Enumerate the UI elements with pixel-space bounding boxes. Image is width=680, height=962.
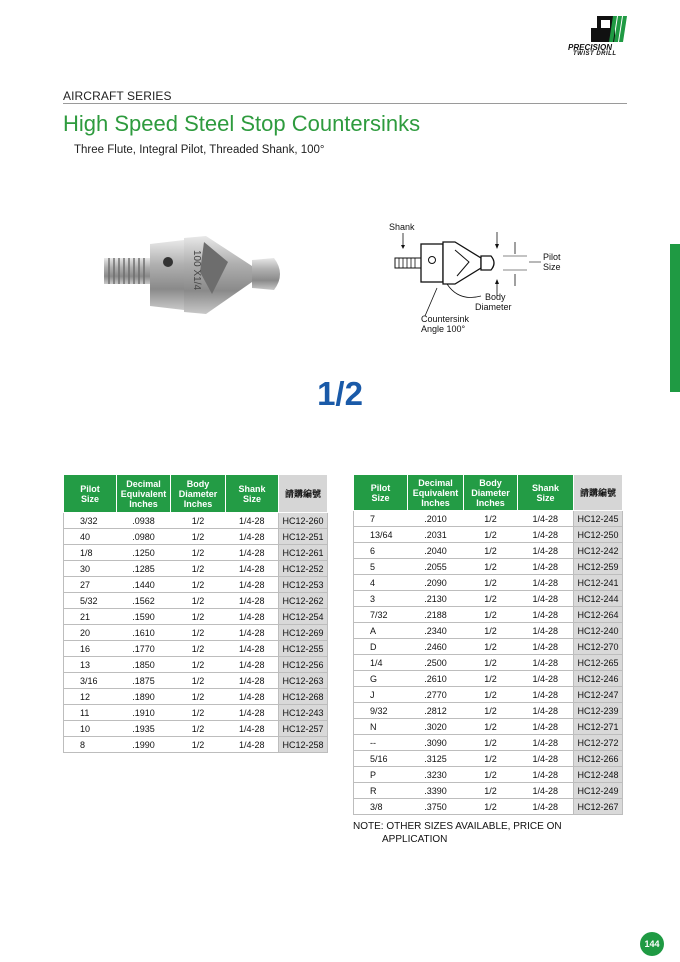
cell-decimal: .2610 [408, 671, 464, 687]
cell-part: HC12-268 [279, 689, 328, 705]
cell-shank: 1/4-28 [226, 705, 279, 721]
cell-body: 1/2 [464, 751, 518, 767]
diagram-countersink-label: Countersink [421, 314, 470, 324]
cell-decimal: .2055 [408, 559, 464, 575]
cell-shank: 1/4-28 [518, 655, 574, 671]
cell-shank: 1/4-28 [518, 591, 574, 607]
cell-decimal: .3230 [408, 767, 464, 783]
cell-decimal: .0980 [117, 529, 171, 545]
cell-shank: 1/4-28 [226, 545, 279, 561]
cell-shank: 1/4-28 [518, 767, 574, 783]
cell-body: 1/2 [171, 609, 226, 625]
cell-shank: 1/4-28 [226, 577, 279, 593]
cell-decimal: .0938 [117, 513, 171, 529]
cell-pilot: G [354, 671, 408, 687]
cell-decimal: .2090 [408, 575, 464, 591]
header-divider [63, 103, 627, 104]
col-body-diameter: Body Diameter Inches [171, 475, 226, 513]
cell-shank: 1/4-28 [226, 593, 279, 609]
cell-pilot: 8 [64, 737, 117, 753]
diagram-body-label: Body [485, 292, 506, 302]
cell-decimal: .1990 [117, 737, 171, 753]
cell-pilot: 3 [354, 591, 408, 607]
cell-body: 1/2 [171, 513, 226, 529]
cell-shank: 1/4-28 [226, 641, 279, 657]
cell-decimal: .2040 [408, 543, 464, 559]
table-row [64, 529, 328, 545]
cell-pilot: 13/64 [354, 527, 408, 543]
cell-decimal: .1562 [117, 593, 171, 609]
cell-shank: 1/4-28 [518, 559, 574, 575]
cell-body: 1/2 [464, 575, 518, 591]
cell-pilot: 5/32 [64, 593, 117, 609]
cell-decimal: .1935 [117, 721, 171, 737]
cell-part: HC12-261 [279, 545, 328, 561]
cell-shank: 1/4-28 [226, 609, 279, 625]
cell-pilot: 21 [64, 609, 117, 625]
cell-shank: 1/4-28 [518, 687, 574, 703]
cell-part: HC12-242 [574, 543, 623, 559]
table-row [354, 575, 623, 591]
cell-decimal: .1440 [117, 577, 171, 593]
cell-pilot: 6 [354, 543, 408, 559]
col-decimal-equivalent: Decimal Equivalent Inches [117, 475, 171, 513]
cell-shank: 1/4-28 [518, 575, 574, 591]
table-row [354, 719, 623, 735]
countersink-dimension-diagram [385, 220, 575, 340]
logo-wordmark: PRECISION [568, 43, 613, 52]
table-row [64, 673, 328, 689]
cell-decimal: .1875 [117, 673, 171, 689]
col-shank-size: Shank Size [518, 475, 574, 511]
cell-pilot: R [354, 783, 408, 799]
cell-body: 1/2 [464, 767, 518, 783]
cell-shank: 1/4-28 [226, 561, 279, 577]
table-row [64, 737, 328, 753]
cell-pilot: 4 [354, 575, 408, 591]
cell-part: HC12-263 [279, 673, 328, 689]
cell-body: 1/2 [464, 527, 518, 543]
cell-part: HC12-250 [574, 527, 623, 543]
cell-body: 1/2 [464, 559, 518, 575]
cell-part: HC12-264 [574, 607, 623, 623]
cell-shank: 1/4-28 [518, 543, 574, 559]
cell-decimal: .3090 [408, 735, 464, 751]
cell-part: HC12-240 [574, 623, 623, 639]
table-row [64, 705, 328, 721]
cell-decimal: .2460 [408, 639, 464, 655]
table-row [354, 639, 623, 655]
cell-part: HC12-266 [574, 751, 623, 767]
cell-part: HC12-254 [279, 609, 328, 625]
cell-pilot: 16 [64, 641, 117, 657]
cell-pilot: 5/16 [354, 751, 408, 767]
table-row [64, 545, 328, 561]
cell-body: 1/2 [464, 703, 518, 719]
cell-part: HC12-246 [574, 671, 623, 687]
table-row [354, 799, 623, 815]
table-row [354, 687, 623, 703]
cell-part: HC12-241 [574, 575, 623, 591]
series-label: AIRCRAFT SERIES [63, 89, 172, 103]
cell-part: HC12-258 [279, 737, 328, 753]
cell-decimal: .3390 [408, 783, 464, 799]
cell-shank: 1/4-28 [518, 719, 574, 735]
cell-decimal: .2500 [408, 655, 464, 671]
cell-decimal: .2188 [408, 607, 464, 623]
cell-shank: 1/4-28 [518, 527, 574, 543]
countersink-product-photo [102, 232, 287, 317]
cell-pilot: 40 [64, 529, 117, 545]
cell-pilot: A [354, 623, 408, 639]
cell-body: 1/2 [171, 657, 226, 673]
cell-part: HC12-260 [279, 513, 328, 529]
cell-shank: 1/4-28 [518, 639, 574, 655]
cell-body: 1/2 [464, 511, 518, 527]
col-pilot-size: Pilot Size [64, 475, 117, 513]
cell-body: 1/2 [464, 671, 518, 687]
cell-pilot: 5 [354, 559, 408, 575]
cell-shank: 1/4-28 [226, 529, 279, 545]
cell-pilot: 1/8 [64, 545, 117, 561]
page-subtitle: Three Flute, Integral Pilot, Threaded Shank, 100° [74, 144, 325, 156]
cell-decimal: .3125 [408, 751, 464, 767]
cell-pilot: 13 [64, 657, 117, 673]
diagram-diameter-label: Diameter [475, 302, 512, 312]
cell-decimal: .2770 [408, 687, 464, 703]
diagram-shank-label: Shank [389, 222, 415, 232]
col-body-diameter: Body Diameter Inches [464, 475, 518, 511]
table-row [64, 593, 328, 609]
cell-pilot: J [354, 687, 408, 703]
cell-decimal: .2010 [408, 511, 464, 527]
left-table-body [64, 513, 328, 753]
right-table-body [354, 511, 623, 815]
cell-pilot: 3/16 [64, 673, 117, 689]
table-row [64, 641, 328, 657]
countersink-table-right [353, 474, 623, 815]
cell-pilot: 20 [64, 625, 117, 641]
cell-body: 1/2 [171, 641, 226, 657]
cell-body: 1/2 [464, 607, 518, 623]
cell-part: HC12-239 [574, 703, 623, 719]
body-size-heading: 1/2 [317, 375, 363, 412]
cell-part: HC12-253 [279, 577, 328, 593]
cell-body: 1/2 [171, 737, 226, 753]
col-decimal-equivalent: Decimal Equivalent Inches [408, 475, 464, 511]
cell-pilot: 3/8 [354, 799, 408, 815]
cell-part: HC12-245 [574, 511, 623, 527]
col-part-number: 請購編號 [574, 475, 623, 511]
cell-shank: 1/4-28 [226, 673, 279, 689]
cell-shank: 1/4-28 [518, 751, 574, 767]
cell-decimal: .1910 [117, 705, 171, 721]
col-part-number: 請購編號 [279, 475, 328, 513]
cell-part: HC12-255 [279, 641, 328, 657]
cell-pilot: 12 [64, 689, 117, 705]
cell-body: 1/2 [464, 687, 518, 703]
table-row [354, 767, 623, 783]
table-row [354, 783, 623, 799]
cell-part: HC12-257 [279, 721, 328, 737]
cell-shank: 1/4-28 [518, 511, 574, 527]
cell-pilot: D [354, 639, 408, 655]
cell-decimal: .1890 [117, 689, 171, 705]
availability-note-cont: APPLICATION [382, 834, 448, 845]
table-row [64, 657, 328, 673]
section-side-tab [670, 244, 680, 392]
cell-part: HC12-248 [574, 767, 623, 783]
diagram-size-label: Size [543, 262, 561, 272]
cell-body: 1/2 [464, 623, 518, 639]
cell-pilot: 27 [64, 577, 117, 593]
cell-body: 1/2 [171, 545, 226, 561]
cell-pilot: 7 [354, 511, 408, 527]
table-row [354, 511, 623, 527]
table-row [64, 513, 328, 529]
cell-shank: 1/4-28 [518, 735, 574, 751]
cell-pilot: 7/32 [354, 607, 408, 623]
cell-body: 1/2 [171, 625, 226, 641]
cell-decimal: .1850 [117, 657, 171, 673]
table-row [64, 721, 328, 737]
cell-body: 1/2 [464, 735, 518, 751]
cell-pilot: 10 [64, 721, 117, 737]
cell-body: 1/2 [464, 543, 518, 559]
cell-pilot: 11 [64, 705, 117, 721]
cell-part: HC12-262 [279, 593, 328, 609]
cell-part: HC12-244 [574, 591, 623, 607]
cell-decimal: .3020 [408, 719, 464, 735]
cell-decimal: .3750 [408, 799, 464, 815]
cell-decimal: .1590 [117, 609, 171, 625]
cell-part: HC12-252 [279, 561, 328, 577]
cell-shank: 1/4-28 [226, 513, 279, 529]
page-title: High Speed Steel Stop Countersinks [63, 111, 421, 136]
cell-body: 1/2 [171, 705, 226, 721]
cell-shank: 1/4-28 [226, 657, 279, 673]
table-row [354, 735, 623, 751]
cell-shank: 1/4-28 [518, 703, 574, 719]
cell-pilot: N [354, 719, 408, 735]
cell-part: HC12-247 [574, 687, 623, 703]
cell-part: HC12-270 [574, 639, 623, 655]
cell-body: 1/2 [171, 673, 226, 689]
cell-part: HC12-243 [279, 705, 328, 721]
page-number-badge: 144 [640, 932, 664, 956]
cell-pilot: 9/32 [354, 703, 408, 719]
table-row [354, 623, 623, 639]
cell-part: HC12-267 [574, 799, 623, 815]
cell-part: HC12-265 [574, 655, 623, 671]
cell-part: HC12-272 [574, 735, 623, 751]
table-row [354, 591, 623, 607]
diagram-angle-label: Angle 100° [421, 324, 466, 334]
table-row [354, 543, 623, 559]
countersink-table-left [63, 474, 328, 753]
cell-decimal: .2031 [408, 527, 464, 543]
table-row [354, 655, 623, 671]
cell-part: HC12-259 [574, 559, 623, 575]
cell-body: 1/2 [464, 655, 518, 671]
cell-shank: 1/4-28 [226, 625, 279, 641]
cell-decimal: .2340 [408, 623, 464, 639]
cell-shank: 1/4-28 [226, 689, 279, 705]
table-row [64, 561, 328, 577]
cell-decimal: .1610 [117, 625, 171, 641]
table-row [64, 625, 328, 641]
cell-part: HC12-251 [279, 529, 328, 545]
cell-part: HC12-271 [574, 719, 623, 735]
cell-body: 1/2 [171, 561, 226, 577]
cell-shank: 1/4-28 [518, 623, 574, 639]
table-row [354, 527, 623, 543]
cell-body: 1/2 [464, 783, 518, 799]
cell-shank: 1/4-28 [518, 607, 574, 623]
cell-body: 1/2 [464, 591, 518, 607]
cell-shank: 1/4-28 [226, 737, 279, 753]
cell-shank: 1/4-28 [518, 783, 574, 799]
cell-body: 1/2 [171, 529, 226, 545]
availability-note: NOTE: OTHER SIZES AVAILABLE, PRICE ON [353, 821, 562, 832]
cell-shank: 1/4-28 [518, 671, 574, 687]
table-row [354, 671, 623, 687]
col-shank-size: Shank Size [226, 475, 279, 513]
cell-body: 1/2 [464, 639, 518, 655]
cell-shank: 1/4-28 [226, 721, 279, 737]
cell-pilot: -- [354, 735, 408, 751]
cell-body: 1/2 [171, 721, 226, 737]
cell-decimal: .1285 [117, 561, 171, 577]
cell-body: 1/2 [171, 593, 226, 609]
col-pilot-size: Pilot Size [354, 475, 408, 511]
table-row [354, 607, 623, 623]
photo-engraving: 100 X1/4 [191, 250, 202, 291]
table-row [64, 577, 328, 593]
cell-part: HC12-269 [279, 625, 328, 641]
diagram-pilot-label: Pilot [543, 252, 561, 262]
table-row [354, 559, 623, 575]
cell-part: HC12-256 [279, 657, 328, 673]
cell-pilot: P [354, 767, 408, 783]
cell-body: 1/2 [464, 799, 518, 815]
cell-shank: 1/4-28 [518, 799, 574, 815]
cell-part: HC12-249 [574, 783, 623, 799]
cell-pilot: 1/4 [354, 655, 408, 671]
cell-body: 1/2 [171, 689, 226, 705]
cell-body: 1/2 [464, 719, 518, 735]
table-row [64, 609, 328, 625]
table-row [64, 689, 328, 705]
cell-body: 1/2 [171, 577, 226, 593]
cell-pilot: 3/32 [64, 513, 117, 529]
cell-decimal: .1250 [117, 545, 171, 561]
table-row [354, 751, 623, 767]
logo-subtext: TWIST DRILL [573, 51, 617, 57]
cell-decimal: .2130 [408, 591, 464, 607]
cell-decimal: .1770 [117, 641, 171, 657]
cell-decimal: .2812 [408, 703, 464, 719]
cell-pilot: 30 [64, 561, 117, 577]
table-row [354, 703, 623, 719]
